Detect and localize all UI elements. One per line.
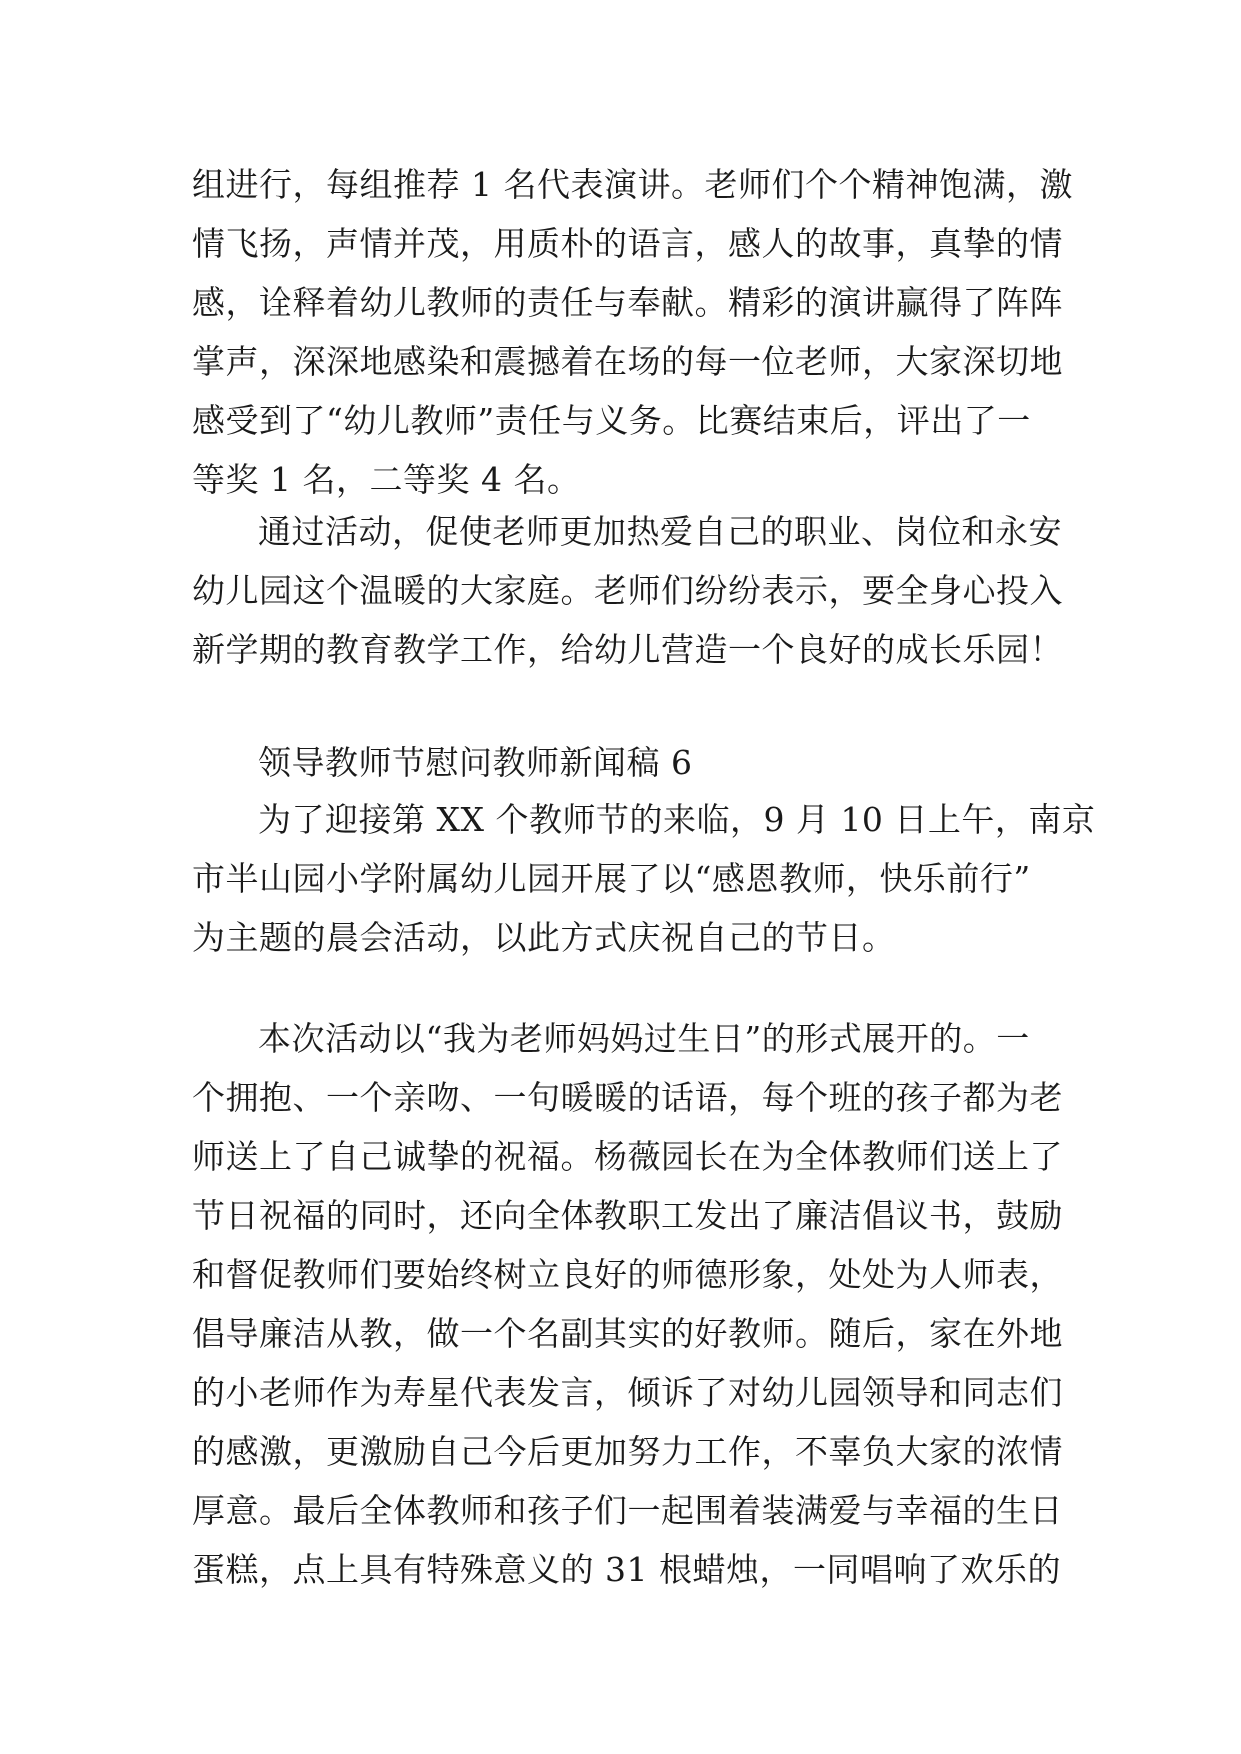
text-line: 和督促教师们要始终树立良好的师德形象，处处为人师表， [192,1255,1063,1294]
text-line: 为了迎接第 XX 个教师节的来临，9 月 10 日上午，南京 [258,800,1096,839]
text-line: 本次活动以“我为老师妈妈过生日”的形式展开的。一 [258,1019,1030,1058]
heading-text: 领导教师节慰问教师新闻稿 6 [258,743,693,782]
text-line: 为主题的晨会活动，以此方式庆祝自己的节日。 [192,918,896,957]
text-line: 倡导廉洁从教，做一个名副其实的好教师。随后，家在外地 [192,1314,1063,1353]
text-line: 个拥抱、一个亲吻、一句暖暖的话语，每个班的孩子都为老 [192,1078,1063,1117]
text-line: 师送上了自己诚挚的祝福。杨薇园长在为全体教师们送上了 [192,1137,1063,1176]
text-line: 感，诠释着幼儿教师的责任与奉献。精彩的演讲赢得了阵阵 [192,283,1063,322]
text-line: 感受到了“幼儿教师”责任与义务。比赛结束后，评出了一 [192,401,1031,440]
section-heading [192,733,1052,792]
text-line: 的小老师作为寿星代表发言，倾诉了对幼儿园领导和同志们 [192,1373,1063,1412]
text-line: 蛋糕，点上具有特殊意义的 31 根蜡烛，一同唱响了欢乐的 [192,1550,1061,1589]
text-line: 市半山园小学附属幼儿园开展了以“感恩教师，快乐前行” [192,859,1031,898]
paragraph-birthday-event [192,1009,1063,1599]
text-line: 厚意。最后全体教师和孩子们一起围着装满爱与幸福的生日 [192,1491,1063,1530]
text-line: 幼儿园这个温暖的大家庭。老师们纷纷表示，要全身心投入 [192,571,1063,610]
text-line: 的感激，更激励自己今后更加努力工作，不辜负大家的浓情 [192,1432,1063,1471]
text-line: 通过活动，促使老师更加热爱自己的职业、岗位和永安 [258,512,1062,551]
paragraph-activity-summary [192,502,1063,679]
text-line: 等奖 1 名，二等奖 4 名。 [192,460,581,499]
text-line: 节日祝福的同时，还向全体教职工发出了廉洁倡议书，鼓励 [192,1196,1063,1235]
text-line: 情飞扬，声情并茂，用质朴的语言，感人的故事，真挚的情 [192,224,1063,263]
text-line: 新学期的教育教学工作，给幼儿营造一个良好的成长乐园！ [192,630,1063,669]
paragraph-intro [192,790,1096,967]
text-line: 掌声，深深地感染和震撼着在场的每一位老师，大家深切地 [192,342,1063,381]
text-line: 组进行，每组推荐 1 名代表演讲。老师们个个精神饱满，激 [192,165,1073,204]
paragraph-speech-contest [192,155,1073,509]
